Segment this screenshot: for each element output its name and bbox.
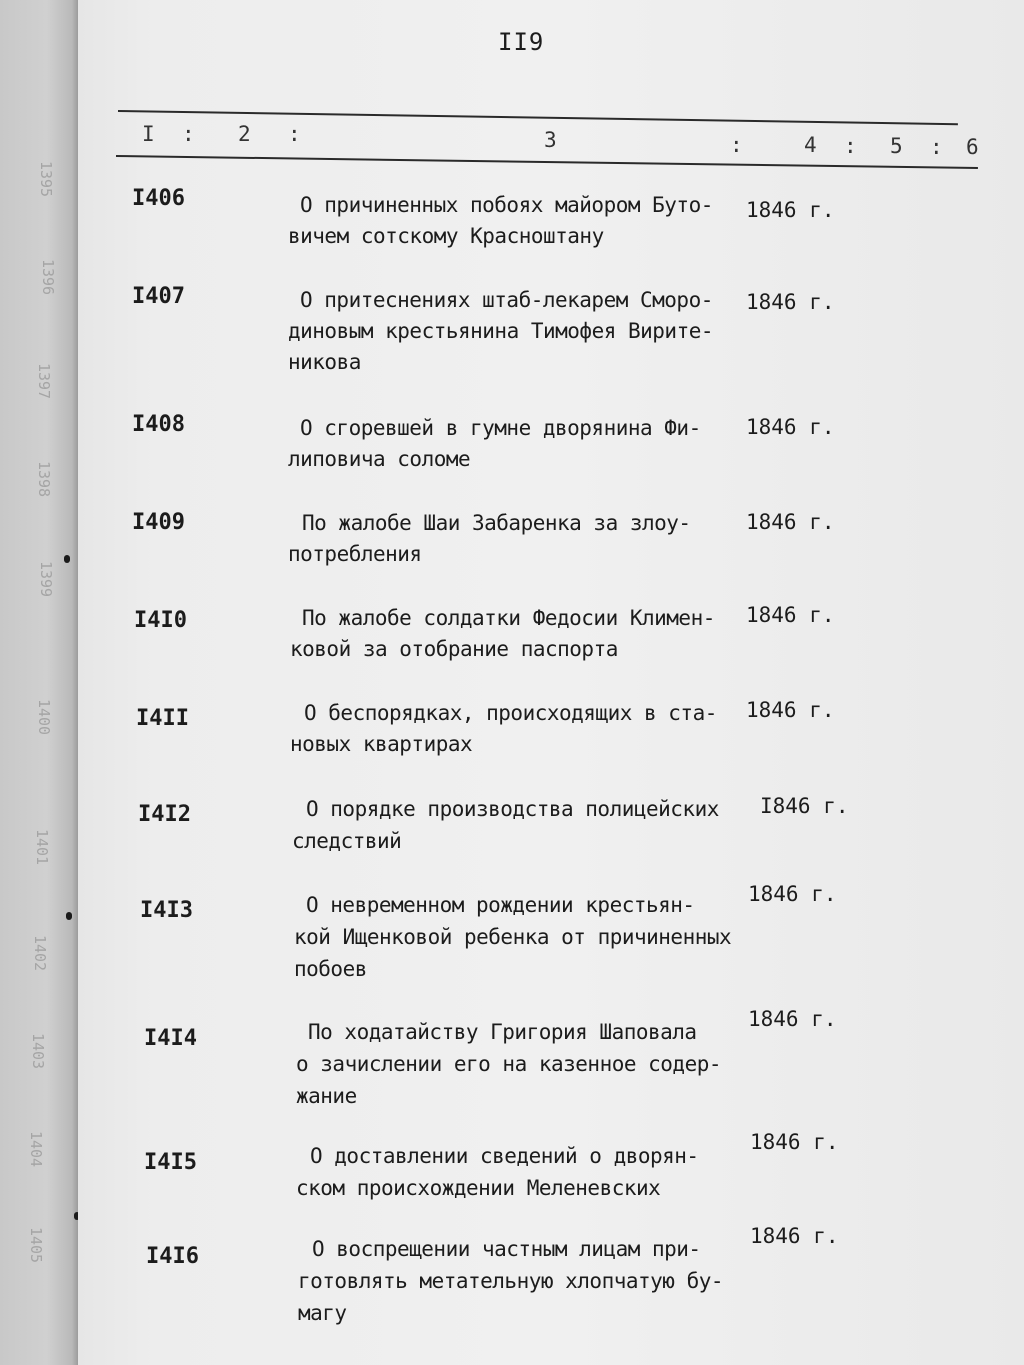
margin-number: 1395 [37,160,56,198]
entry-number: I4II [136,706,189,731]
entry-number: I407 [132,284,185,309]
entry-number: I4I0 [134,608,187,633]
entry-text-line: О доставлении сведений о дворян- [310,1144,699,1168]
column-header-5: 5 [890,134,903,158]
margin-number: 1400 [35,698,54,736]
entry-text-line: липовича соломе [288,447,471,471]
entry-year: I846 г. [760,794,849,818]
column-header-2: 2 [238,122,251,146]
entry-text-line: О причиненных побоях майором Буто- [300,193,713,217]
entry-year: 1846 г. [748,882,837,906]
entry-text-line: О беспорядках, происходящих в ста- [304,701,717,725]
entry-text-line: О сгоревшей в гумне дворянина Фи- [300,416,701,440]
entry-number: I4I6 [146,1244,199,1269]
entry-text-line: О воспрещении частным лицам при- [312,1237,701,1261]
entry-text-line: О порядке производства полицейских [306,797,719,821]
entry-year: 1846 г. [746,603,835,627]
binding-hole [64,555,70,563]
entry-text-line: кой Ищенковой ребенка от причиненных [294,925,732,949]
entry-text-line: ском происхождении Мелeневских [296,1176,661,1200]
column-header-6: 6 [966,135,979,159]
entry-text-line: потребления [288,542,422,566]
entry-text-line: диновым крестьянина Тимофея Вирите- [288,319,714,343]
entry-text-line: побоев [294,957,367,981]
column-separator: : [182,122,195,146]
entry-number: I408 [132,412,185,437]
margin-number: 1399 [37,560,56,598]
document-page [78,0,1024,1365]
entry-number: I4I5 [144,1150,197,1175]
entry-text-line: По ходатайству Григория Шаповала [308,1020,697,1044]
entry-year: 1846 г. [746,198,835,222]
entry-text-line: готовлять метательную хлопчатую бу- [298,1269,724,1293]
entry-number: I4I3 [140,898,193,923]
column-separator: : [288,122,301,146]
page-number: II9 [498,28,545,56]
entry-text-line: никова [288,350,361,374]
entry-year: 1846 г. [750,1224,839,1248]
entry-number: I406 [132,186,185,211]
entry-text-line: О невременном рождении крестьян- [306,893,695,917]
entry-year: 1846 г. [746,415,835,439]
entry-text-line: новых квартирах [290,732,473,756]
entry-year: 1846 г. [746,290,835,314]
column-separator: : [844,134,857,158]
margin-number: 1403 [29,1032,48,1070]
entry-text-line: магу [298,1301,347,1325]
entry-year: 1846 г. [748,1007,837,1031]
entry-text-line: ковой за отобрание паспорта [290,637,618,661]
entry-number: I409 [132,510,185,535]
entry-number: I4I4 [144,1026,197,1051]
margin-number: 1398 [35,460,54,498]
binding-edge [0,0,78,1365]
column-header-1: I [142,122,155,146]
entry-text-line: По жалобе солдатки Федосии Климен- [302,606,715,630]
margin-number: 1401 [33,828,52,866]
column-header-4: 4 [804,133,817,157]
entry-year: 1846 г. [746,698,835,722]
binding-hole [66,912,72,920]
column-header-3: 3 [544,128,557,152]
margin-number: 1397 [35,362,54,400]
entry-text-line: вичем сотскому Красноштану [288,224,604,248]
entry-number: I4I2 [138,802,191,827]
margin-number: 1405 [27,1226,46,1264]
entry-text-line: следствий [292,829,402,853]
entry-text-line: По жалобе Шаи Забаренка за злоу- [302,511,691,535]
margin-number: 1396 [39,258,58,296]
entry-text-line: о зачислении его на казенное содер- [296,1052,722,1076]
margin-number: 1402 [31,934,50,972]
column-separator: : [730,133,743,157]
column-separator: : [930,135,943,159]
margin-number: 1404 [27,1130,46,1168]
entry-text-line: жание [296,1084,357,1108]
entry-year: 1846 г. [750,1130,839,1154]
entry-year: 1846 г. [746,510,835,534]
entry-text-line: О притеснениях штаб-лекарем Сморо- [300,288,713,312]
